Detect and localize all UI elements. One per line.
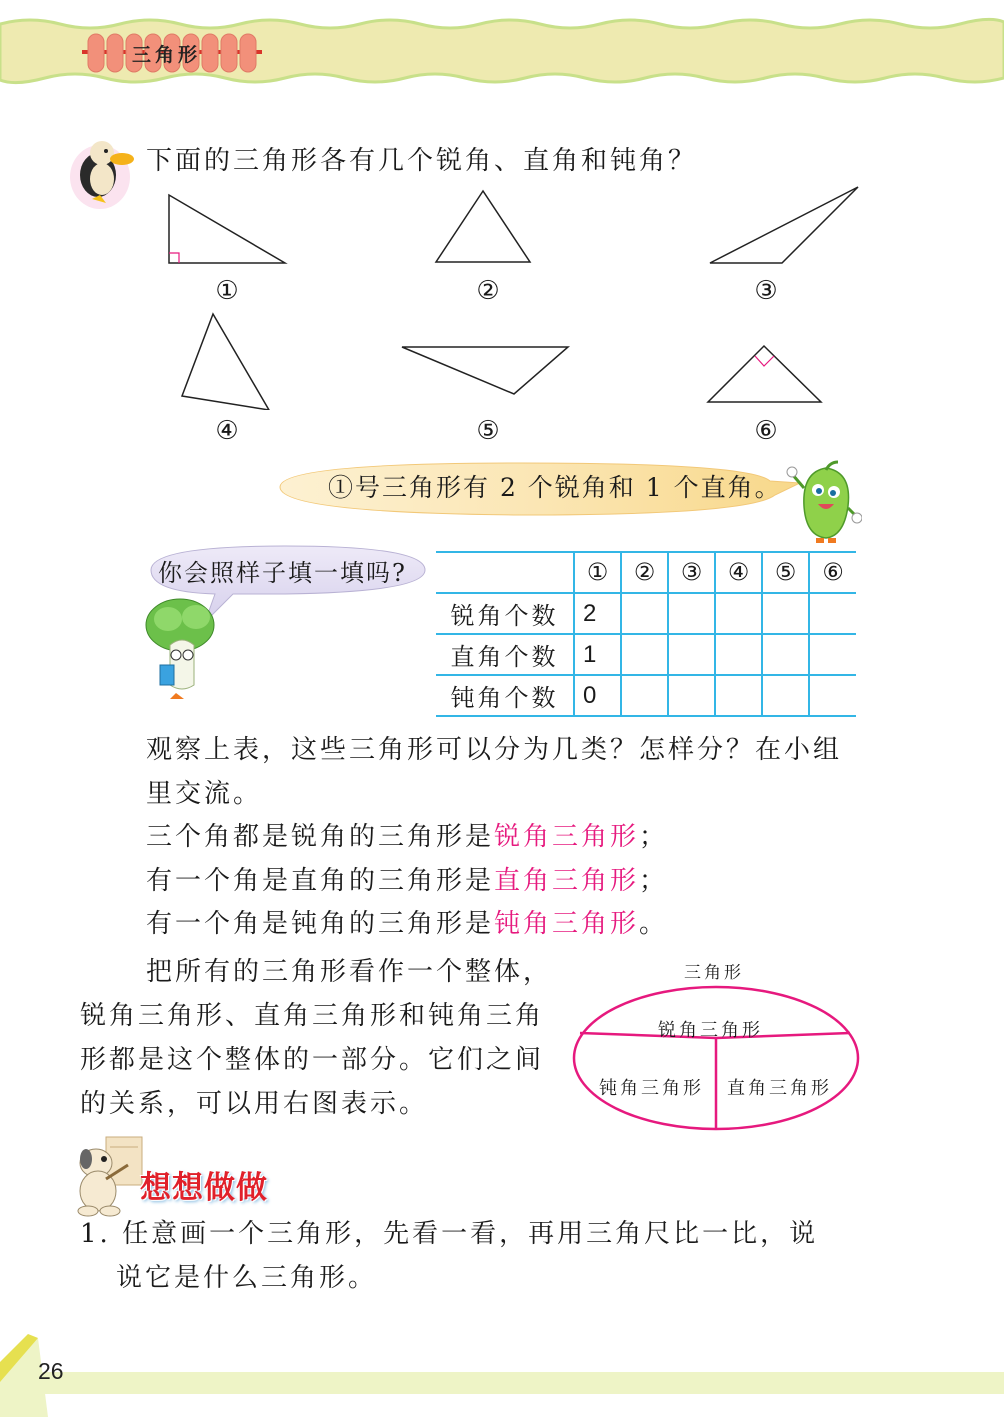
definition-right	[146, 859, 668, 903]
definition-prefix: 三个角都是锐角的三角形是	[146, 822, 495, 852]
triangle-2	[436, 191, 530, 262]
triangle-label-6: ⑥	[754, 415, 778, 445]
table-col-header: ⑥	[809, 552, 856, 593]
row-label-right: 直角个数	[436, 634, 574, 675]
table-cell-blank[interactable]	[809, 634, 856, 675]
exercise-line-1: 任意画一个三角形，先看一看，再用三角尺比一比，说	[122, 1219, 819, 1249]
row-label-acute: 锐角个数	[436, 593, 574, 634]
page-number: 26	[38, 1358, 64, 1384]
venn-region-obtuse: 钝角三角形	[599, 1078, 704, 1099]
observe-line-2: 里交流。	[146, 779, 263, 809]
venn-region-right: 直角三角形	[727, 1078, 832, 1099]
triangle-label-5: ⑤	[476, 415, 500, 445]
term-acute-triangle: 锐角三角形	[494, 822, 640, 852]
triangle-3	[710, 187, 858, 263]
triangle-label-2: ②	[476, 275, 500, 305]
table-cell-blank[interactable]	[668, 675, 715, 716]
table-cell-blank[interactable]	[715, 675, 762, 716]
definition-acute	[146, 815, 668, 859]
table-col-header: ⑤	[762, 552, 809, 593]
table-cell-blank[interactable]	[621, 634, 668, 675]
example-bubble-text: ①号三角形有 2 个锐角和 1 个直角。	[328, 473, 782, 502]
triangle-label-1: ①	[215, 275, 239, 305]
table-col-header: ①	[574, 552, 621, 593]
exercise-number: 1.	[80, 1219, 111, 1249]
table-cell: 2	[574, 593, 621, 634]
table-cell-blank[interactable]	[809, 593, 856, 634]
triangle-6	[708, 346, 821, 402]
table-cell-blank[interactable]	[762, 675, 809, 716]
table-header-row	[436, 552, 856, 593]
definition-suffix: ；	[639, 866, 669, 896]
table-cell: 0	[574, 675, 621, 716]
venn-title: 三角形	[684, 963, 744, 983]
triangle-4	[182, 314, 269, 410]
definition-obtuse	[146, 902, 668, 946]
exercise-line-2: 说它是什么三角形。	[116, 1263, 378, 1293]
exercise-item-1	[80, 1212, 818, 1256]
triangle-1	[169, 195, 285, 263]
whole-line-3: 形都是这个整体的一部分。它们之间	[80, 1045, 545, 1075]
question-text: 下面的三角形各有几个锐角、直角和钝角？	[146, 146, 698, 176]
whole-line-4: 的关系，可以用右图表示。	[80, 1089, 429, 1119]
whole-line-1: 把所有的三角形看作一个整体，	[146, 957, 553, 987]
definition-prefix: 有一个角是钝角的三角形是	[146, 909, 495, 939]
table-cell-blank[interactable]	[715, 634, 762, 675]
table-cell-blank[interactable]	[621, 593, 668, 634]
table-cell-blank[interactable]	[762, 634, 809, 675]
triangle-label-3: ③	[754, 275, 778, 305]
table-row	[436, 675, 856, 716]
table-cell-blank[interactable]	[621, 675, 668, 716]
triangle-classification-diagram	[570, 985, 862, 1135]
definition-suffix: ；	[639, 822, 669, 852]
exercise-section-title: 想想做做	[140, 1170, 268, 1206]
table-cell-blank[interactable]	[762, 593, 809, 634]
table-cell-blank[interactable]	[809, 675, 856, 716]
table-row	[436, 634, 856, 675]
table-col-header: ③	[668, 552, 715, 593]
observe-line-1: 观察上表，这些三角形可以分为几类？怎样分？在小组	[146, 735, 843, 765]
angle-count-table	[436, 551, 856, 717]
table-cell: 1	[574, 634, 621, 675]
table-col-header: ④	[715, 552, 762, 593]
pepper-mascot-icon	[786, 458, 862, 546]
table-cell-blank[interactable]	[715, 593, 762, 634]
cabbage-mascot-icon	[140, 595, 230, 705]
table-cell-blank[interactable]	[668, 634, 715, 675]
footer-band	[0, 1320, 1004, 1417]
chapter-title: 三角形	[132, 44, 202, 66]
term-obtuse-triangle: 钝角三角形	[494, 909, 640, 939]
table-cell-blank[interactable]	[668, 593, 715, 634]
whole-line-2: 锐角三角形、直角三角形和钝角三角	[80, 1001, 545, 1031]
triangle-5	[402, 347, 568, 394]
triangle-label-4: ④	[215, 415, 239, 445]
definition-suffix: 。	[639, 909, 669, 939]
term-right-triangle: 直角三角形	[494, 866, 640, 896]
row-label-obtuse: 钝角个数	[436, 675, 574, 716]
definition-prefix: 有一个角是直角的三角形是	[146, 866, 495, 896]
table-corner-cell	[436, 552, 574, 593]
venn-region-acute: 锐角三角形	[658, 1020, 763, 1041]
prompt-bubble-text: 你会照样子填一填吗?	[158, 559, 407, 587]
table-col-header: ②	[621, 552, 668, 593]
dog-mascot-icon	[68, 1135, 148, 1217]
table-row	[436, 593, 856, 634]
